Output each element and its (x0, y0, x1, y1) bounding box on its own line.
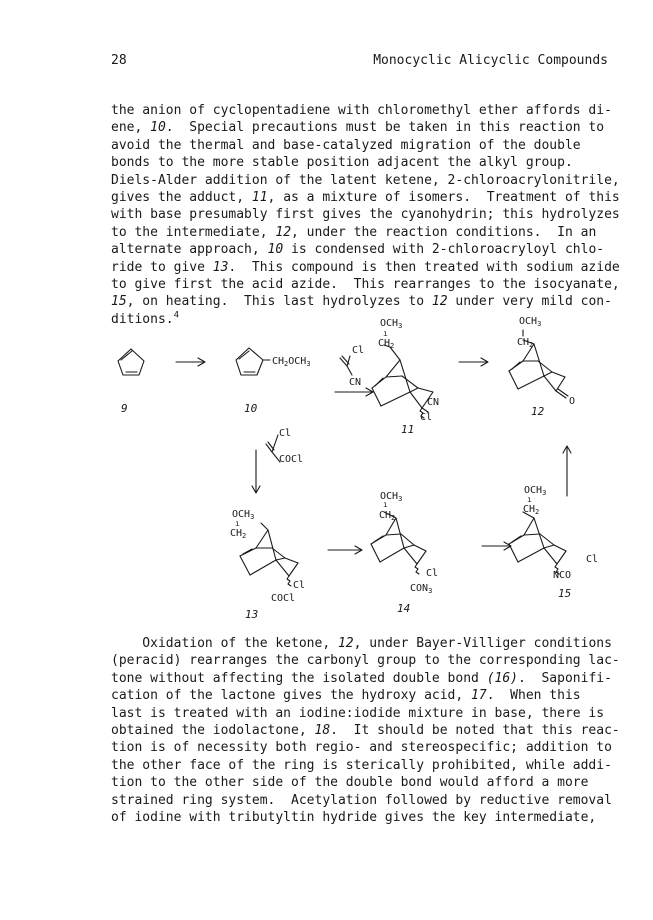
compound-11-ch2-label: $CH_2$ (378, 338, 395, 350)
text-segment: to the intermediate, (111, 224, 276, 240)
compound-ref: 12 (337, 636, 354, 651)
compound-11-cl-label: Cl (420, 412, 433, 423)
text-segment: . Special precautions must be taken in this reaction to (165, 120, 605, 136)
text-segment: bonds to the more stable position adjacent the alkyl group. (111, 155, 573, 171)
paragraph-1 (111, 102, 620, 328)
compound-14-con3-label: $CON_3$ (410, 583, 433, 595)
bond-tick: ı (527, 495, 532, 504)
text-line (111, 722, 620, 739)
text-segment: tion to the other side of the double bond would afford a more (111, 775, 589, 791)
text-segment: Diels-Alder addition of the latent ketene, 2-chloroacrylonitrile, (111, 172, 620, 188)
compound-10-structure (236, 348, 270, 375)
text-segment: obtained the iodolactone, (111, 723, 315, 739)
compound-ref: (16) (486, 670, 518, 686)
text-line (111, 276, 620, 293)
compound-ref: 18 (314, 723, 331, 739)
compound-label-10: 10 (244, 402, 258, 415)
reaction-arrow (176, 358, 205, 366)
text-line (111, 774, 611, 791)
text-line (111, 635, 611, 652)
compound-label-15: 15 (558, 587, 572, 600)
reaction-arrow (459, 358, 488, 366)
compound-label-12: 12 (531, 405, 545, 418)
bond-tick: ı (383, 329, 388, 338)
text-segment: tone without affecting the isolated double bond (111, 670, 487, 686)
text-segment: Oxidation of the ketone, (111, 636, 338, 651)
compound-13-cocl-label: COCl (271, 593, 296, 604)
reaction-scheme (0, 296, 653, 636)
compound-12-och3-label: $OCH_3$ (519, 316, 542, 328)
text-line (111, 757, 611, 774)
bond-tick: ı (383, 500, 388, 509)
compound-11-cn-label: CN (427, 397, 440, 408)
text-segment: . When this (486, 688, 581, 704)
ch2och3-label: $CH_2OCH_3$ (272, 356, 311, 368)
compound-14-structure (371, 512, 426, 574)
text-segment: ride to give (111, 259, 213, 275)
text-line (111, 102, 611, 119)
text-segment: . This compound is then treated with sodium azide (228, 259, 620, 275)
compound-15-structure (509, 512, 566, 574)
compound-13-structure (240, 523, 298, 586)
text-segment: avoid the thermal and base-catalyzed migration of the double (111, 137, 581, 153)
compound-12-o-label: O (569, 396, 576, 407)
text-line (111, 172, 620, 189)
text-line (111, 241, 611, 258)
text-line (111, 154, 611, 171)
reaction-arrow (335, 388, 373, 396)
text-segment: the other face of the ring is sterically prohibited, while addi- (111, 757, 612, 773)
text-line (111, 687, 611, 704)
text-line (111, 224, 611, 241)
page-number: 28 (111, 53, 127, 68)
text-segment: . Saponifi- (518, 670, 612, 686)
compound-ref: 13 (212, 259, 229, 275)
compound-ref: 17 (471, 688, 487, 704)
footnote-ref: 4 (173, 310, 180, 321)
text-segment: ditions. (111, 311, 174, 327)
text-segment: gives the adduct, (111, 190, 252, 206)
reagent-2-cl-label: Cl (279, 428, 292, 439)
compound-14-ch2-label: $CH_2$ (379, 510, 396, 522)
text-segment: last is treated with an iodine:iodide mixture in base, there is (111, 705, 605, 721)
text-segment: , under Bayer-Villiger conditions (353, 636, 612, 651)
reaction-arrow (252, 450, 260, 493)
text-segment: tion is of necessity both regio- and stereospecific; addition to (111, 740, 612, 756)
text-line (111, 119, 611, 136)
compound-14-och3-label: $OCH_3$ (380, 491, 403, 503)
compound-label-9: 9 (121, 402, 128, 415)
compound-15-nco-label: NCO (553, 570, 572, 581)
compound-13-ch2-label: $CH_2$ (230, 528, 247, 540)
text-segment: strained ring system. Acetylation followed by reductive removal (111, 792, 612, 808)
compound-11-och3-label: $OCH_3$ (380, 318, 403, 330)
compound-label-13: 13 (245, 608, 259, 621)
reagent-1-cl-label: Cl (352, 345, 365, 356)
compound-14-cl-label: Cl (426, 568, 439, 579)
text-segment: (peracid) rearranges the carbonyl group to the corresponding lac- (111, 653, 620, 669)
text-segment: the anion of cyclopentadiene with chloromethyl ether affords di- (111, 103, 612, 118)
compound-9-structure (118, 349, 144, 375)
reaction-arrow (328, 546, 362, 554)
running-title: Monocyclic Alicyclic Compounds (373, 53, 608, 68)
text-segment: , on heating. This last hydrolyzes to (126, 294, 432, 310)
text-line (111, 259, 620, 276)
text-segment: with base presumably first gives the cyanohydrin; this hydrolyzes (111, 207, 620, 223)
text-segment: under very mild con- (447, 294, 612, 310)
compound-12-ch2-label: $CH_2$ (517, 337, 534, 349)
compound-label-11: 11 (401, 423, 415, 436)
compound-label-14: 14 (397, 602, 411, 615)
text-line (111, 705, 611, 722)
compound-ref: 10 (150, 120, 166, 136)
bond-tick: ı (235, 519, 240, 528)
text-line (111, 809, 611, 826)
compound-15-och3-label: $OCH_3$ (524, 485, 547, 497)
text-segment: of iodine with tributyltin hydride gives the key intermediate, (111, 810, 597, 826)
reaction-arrow (563, 446, 571, 496)
paragraph-2 (111, 635, 620, 826)
text-segment: . It should be noted that this reac- (330, 723, 620, 739)
text-line (111, 739, 611, 756)
text-line (111, 206, 620, 223)
reagent-chloroacrylonitrile (340, 356, 352, 375)
text-line (111, 137, 611, 154)
compound-ref: 11 (251, 190, 268, 206)
reagent-chloroacryloyl-chloride (266, 435, 280, 462)
text-segment: alternate approach, (111, 242, 268, 258)
compound-ref: 10 (267, 242, 284, 258)
compound-15-cl-label: Cl (586, 554, 599, 565)
text-segment: is condensed with 2-chloroacryloyl chlo- (283, 242, 605, 258)
reagent-2-cocl-label: COCl (279, 454, 304, 465)
text-segment: cation of the lactone gives the hydroxy acid, (111, 688, 472, 704)
compound-ref: 15 (111, 294, 127, 310)
compound-ref: 12 (431, 294, 448, 310)
text-segment: , under the reaction conditions. In an (291, 224, 597, 240)
text-line (111, 792, 611, 809)
text-segment: ene, (111, 120, 151, 136)
text-segment: to give first the acid azide. This rearranges to the isocyanate, (111, 277, 620, 293)
reagent-1-cn-label: CN (349, 377, 362, 388)
compound-11-structure (372, 345, 433, 418)
compound-15-ch2-label: $CH_2$ (523, 504, 540, 516)
text-line (111, 189, 620, 206)
text-segment: , as a mixture of isomers. Treatment of this (267, 190, 620, 206)
text-line (111, 652, 620, 669)
reaction-arrow (482, 542, 511, 550)
text-line (111, 670, 611, 687)
compound-13-och3-label: $OCH_3$ (232, 509, 255, 521)
compound-ref: 12 (275, 224, 292, 240)
compound-13-cl-label: Cl (293, 580, 306, 591)
